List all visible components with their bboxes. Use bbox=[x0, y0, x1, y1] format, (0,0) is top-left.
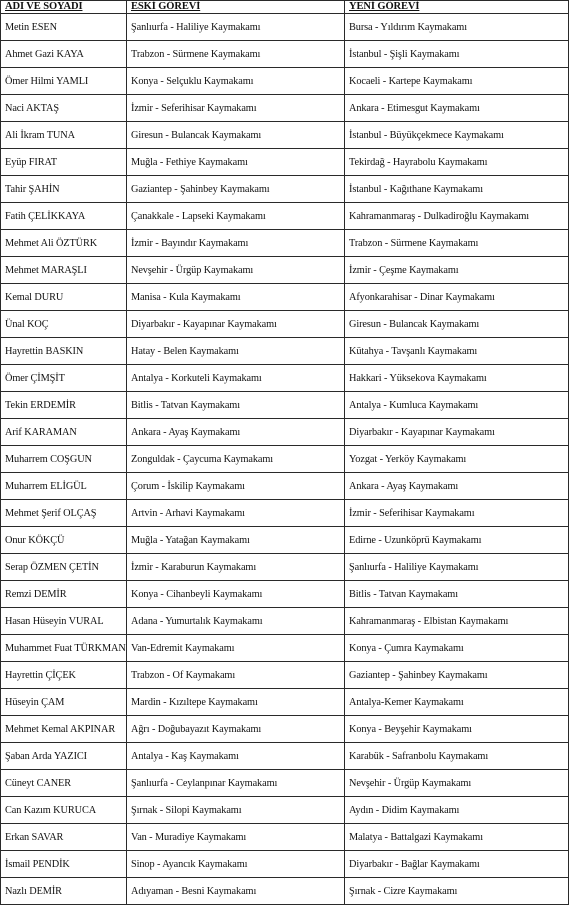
table-row bbox=[1, 14, 569, 41]
cell-name: Tahir ŞAHİN bbox=[1, 176, 127, 203]
cell-new-position: Tekirdağ - Hayrabolu Kaymakamı bbox=[345, 149, 569, 176]
table-row bbox=[1, 743, 569, 770]
cell-new-position: İstanbul - Kağıthane Kaymakamı bbox=[345, 176, 569, 203]
cell-new-position: Gaziantep - Şahinbey Kaymakamı bbox=[345, 662, 569, 689]
cell-name: Erkan SAVAR bbox=[1, 824, 127, 851]
cell-name: Onur KÖKÇÜ bbox=[1, 527, 127, 554]
cell-new-position: Şırnak - Cizre Kaymakamı bbox=[345, 878, 569, 905]
table-row bbox=[1, 554, 569, 581]
table-row bbox=[1, 797, 569, 824]
cell-name: Eyüp FIRAT bbox=[1, 149, 127, 176]
cell-old-position: Muğla - Fethiye Kaymakamı bbox=[127, 149, 345, 176]
table-row bbox=[1, 473, 569, 500]
cell-new-position: İzmir - Çeşme Kaymakamı bbox=[345, 257, 569, 284]
table-row bbox=[1, 419, 569, 446]
table-row bbox=[1, 365, 569, 392]
cell-new-position: Kahramanmaraş - Dulkadiroğlu Kaymakamı bbox=[345, 203, 569, 230]
cell-name: Hayrettin ÇİÇEK bbox=[1, 662, 127, 689]
header-old-position: ESKİ GÖREVİ bbox=[127, 1, 345, 14]
cell-new-position: Antalya - Kumluca Kaymakamı bbox=[345, 392, 569, 419]
cell-new-position: Diyarbakır - Bağlar Kaymakamı bbox=[345, 851, 569, 878]
cell-new-position: Şanlıurfa - Haliliye Kaymakamı bbox=[345, 554, 569, 581]
cell-old-position: Trabzon - Of Kaymakamı bbox=[127, 662, 345, 689]
cell-name: İsmail PENDİK bbox=[1, 851, 127, 878]
cell-old-position: Diyarbakır - Kayapınar Kaymakamı bbox=[127, 311, 345, 338]
cell-old-position: Artvin - Arhavi Kaymakamı bbox=[127, 500, 345, 527]
cell-name: Ömer ÇİMŞİT bbox=[1, 365, 127, 392]
cell-new-position: Ankara - Etimesgut Kaymakamı bbox=[345, 95, 569, 122]
cell-name: Şaban Arda YAZICI bbox=[1, 743, 127, 770]
table-row bbox=[1, 122, 569, 149]
cell-old-position: Manisa - Kula Kaymakamı bbox=[127, 284, 345, 311]
cell-new-position: İstanbul - Şişli Kaymakamı bbox=[345, 41, 569, 68]
cell-old-position: İzmir - Bayındır Kaymakamı bbox=[127, 230, 345, 257]
cell-new-position: Edirne - Uzunköprü Kaymakamı bbox=[345, 527, 569, 554]
cell-old-position: Van-Edremit Kaymakamı bbox=[127, 635, 345, 662]
cell-name: Hasan Hüseyin VURAL bbox=[1, 608, 127, 635]
table-row bbox=[1, 149, 569, 176]
cell-old-position: Antalya - Korkuteli Kaymakamı bbox=[127, 365, 345, 392]
cell-new-position: Aydın - Didim Kaymakamı bbox=[345, 797, 569, 824]
cell-new-position: Konya - Çumra Kaymakamı bbox=[345, 635, 569, 662]
cell-new-position: Ankara - Ayaş Kaymakamı bbox=[345, 473, 569, 500]
table-header bbox=[1, 1, 569, 14]
table-row bbox=[1, 446, 569, 473]
table-row bbox=[1, 689, 569, 716]
table-row bbox=[1, 635, 569, 662]
header-name: ADI VE SOYADI bbox=[1, 1, 127, 14]
cell-old-position: Ankara - Ayaş Kaymakamı bbox=[127, 419, 345, 446]
cell-new-position: Konya - Beyşehir Kaymakamı bbox=[345, 716, 569, 743]
cell-name: Mehmet MARAŞLI bbox=[1, 257, 127, 284]
cell-name: Ömer Hilmi YAMLI bbox=[1, 68, 127, 95]
cell-name: Muharrem COŞGUN bbox=[1, 446, 127, 473]
cell-old-position: İzmir - Karaburun Kaymakamı bbox=[127, 554, 345, 581]
cell-new-position: Karabük - Safranbolu Kaymakamı bbox=[345, 743, 569, 770]
cell-name: Naci AKTAŞ bbox=[1, 95, 127, 122]
cell-name: Nazlı DEMİR bbox=[1, 878, 127, 905]
cell-new-position: Kahramanmaraş - Elbistan Kaymakamı bbox=[345, 608, 569, 635]
cell-name: Hüseyin ÇAM bbox=[1, 689, 127, 716]
table-row bbox=[1, 176, 569, 203]
table-row bbox=[1, 770, 569, 797]
cell-new-position: İzmir - Seferihisar Kaymakamı bbox=[345, 500, 569, 527]
cell-old-position: Konya - Cihanbeyli Kaymakamı bbox=[127, 581, 345, 608]
table-row bbox=[1, 230, 569, 257]
cell-old-position: Şırnak - Silopi Kaymakamı bbox=[127, 797, 345, 824]
table-row bbox=[1, 878, 569, 905]
table-row bbox=[1, 284, 569, 311]
cell-new-position: Afyonkarahisar - Dinar Kaymakamı bbox=[345, 284, 569, 311]
cell-new-position: Malatya - Battalgazi Kaymakamı bbox=[345, 824, 569, 851]
cell-new-position: Kütahya - Tavşanlı Kaymakamı bbox=[345, 338, 569, 365]
cell-old-position: Trabzon - Sürmene Kaymakamı bbox=[127, 41, 345, 68]
cell-name: Mehmet Kemal AKPINAR bbox=[1, 716, 127, 743]
cell-old-position: Zonguldak - Çaycuma Kaymakamı bbox=[127, 446, 345, 473]
cell-old-position: Van - Muradiye Kaymakamı bbox=[127, 824, 345, 851]
cell-name: Ünal KOÇ bbox=[1, 311, 127, 338]
cell-new-position: Giresun - Bulancak Kaymakamı bbox=[345, 311, 569, 338]
cell-old-position: Muğla - Yatağan Kaymakamı bbox=[127, 527, 345, 554]
cell-old-position: Konya - Selçuklu Kaymakamı bbox=[127, 68, 345, 95]
table-row bbox=[1, 824, 569, 851]
table-row bbox=[1, 95, 569, 122]
cell-name: Metin ESEN bbox=[1, 14, 127, 41]
table-row bbox=[1, 527, 569, 554]
table-row bbox=[1, 392, 569, 419]
cell-old-position: Mardin - Kızıltepe Kaymakamı bbox=[127, 689, 345, 716]
cell-name: Kemal DURU bbox=[1, 284, 127, 311]
cell-name: Hayrettin BASKIN bbox=[1, 338, 127, 365]
cell-new-position: Diyarbakır - Kayapınar Kaymakamı bbox=[345, 419, 569, 446]
cell-name: Serap ÖZMEN ÇETİN bbox=[1, 554, 127, 581]
cell-old-position: Antalya - Kaş Kaymakamı bbox=[127, 743, 345, 770]
cell-old-position: Şanlıurfa - Ceylanpınar Kaymakamı bbox=[127, 770, 345, 797]
header-new-position: YENİ GÖREVİ bbox=[345, 1, 569, 14]
cell-old-position: Hatay - Belen Kaymakamı bbox=[127, 338, 345, 365]
cell-old-position: İzmir - Seferihisar Kaymakamı bbox=[127, 95, 345, 122]
table-row bbox=[1, 851, 569, 878]
cell-new-position: Antalya-Kemer Kaymakamı bbox=[345, 689, 569, 716]
cell-name: Tekin ERDEMİR bbox=[1, 392, 127, 419]
cell-new-position: İstanbul - Büyükçekmece Kaymakamı bbox=[345, 122, 569, 149]
cell-new-position: Kocaeli - Kartepe Kaymakamı bbox=[345, 68, 569, 95]
cell-old-position: Gaziantep - Şahinbey Kaymakamı bbox=[127, 176, 345, 203]
cell-new-position: Trabzon - Sürmene Kaymakamı bbox=[345, 230, 569, 257]
cell-name: Ahmet Gazi KAYA bbox=[1, 41, 127, 68]
table-row bbox=[1, 68, 569, 95]
cell-name: Arif KARAMAN bbox=[1, 419, 127, 446]
cell-old-position: Şanlıurfa - Haliliye Kaymakamı bbox=[127, 14, 345, 41]
cell-name: Cüneyt CANER bbox=[1, 770, 127, 797]
cell-old-position: Adıyaman - Besni Kaymakamı bbox=[127, 878, 345, 905]
cell-name: Can Kazım KURUCA bbox=[1, 797, 127, 824]
cell-new-position: Nevşehir - Ürgüp Kaymakamı bbox=[345, 770, 569, 797]
table-row bbox=[1, 500, 569, 527]
table-row bbox=[1, 257, 569, 284]
table-row bbox=[1, 608, 569, 635]
cell-old-position: Giresun - Bulancak Kaymakamı bbox=[127, 122, 345, 149]
table-body bbox=[1, 14, 569, 905]
cell-old-position: Sinop - Ayancık Kaymakamı bbox=[127, 851, 345, 878]
cell-old-position: Çanakkale - Lapseki Kaymakamı bbox=[127, 203, 345, 230]
table-row bbox=[1, 716, 569, 743]
cell-name: Fatih ÇELİKKAYA bbox=[1, 203, 127, 230]
header-row bbox=[1, 1, 569, 14]
cell-new-position: Hakkari - Yüksekova Kaymakamı bbox=[345, 365, 569, 392]
table-row bbox=[1, 338, 569, 365]
cell-name: Muhammet Fuat TÜRKMAN bbox=[1, 635, 127, 662]
cell-new-position: Yozgat - Yerköy Kaymakamı bbox=[345, 446, 569, 473]
table-row bbox=[1, 41, 569, 68]
table-row bbox=[1, 311, 569, 338]
table-row bbox=[1, 581, 569, 608]
table-row bbox=[1, 203, 569, 230]
cell-old-position: Bitlis - Tatvan Kaymakamı bbox=[127, 392, 345, 419]
cell-name: Mehmet Şerif OLÇAŞ bbox=[1, 500, 127, 527]
cell-name: Remzi DEMİR bbox=[1, 581, 127, 608]
cell-new-position: Bursa - Yıldırım Kaymakamı bbox=[345, 14, 569, 41]
cell-new-position: Bitlis - Tatvan Kaymakamı bbox=[345, 581, 569, 608]
cell-old-position: Nevşehir - Ürgüp Kaymakamı bbox=[127, 257, 345, 284]
cell-old-position: Ağrı - Doğubayazıt Kaymakamı bbox=[127, 716, 345, 743]
cell-old-position: Adana - Yumurtalık Kaymakamı bbox=[127, 608, 345, 635]
cell-name: Ali İkram TUNA bbox=[1, 122, 127, 149]
table-row bbox=[1, 662, 569, 689]
cell-name: Muharrem ELİGÜL bbox=[1, 473, 127, 500]
cell-old-position: Çorum - İskilip Kaymakamı bbox=[127, 473, 345, 500]
cell-name: Mehmet Ali ÖZTÜRK bbox=[1, 230, 127, 257]
